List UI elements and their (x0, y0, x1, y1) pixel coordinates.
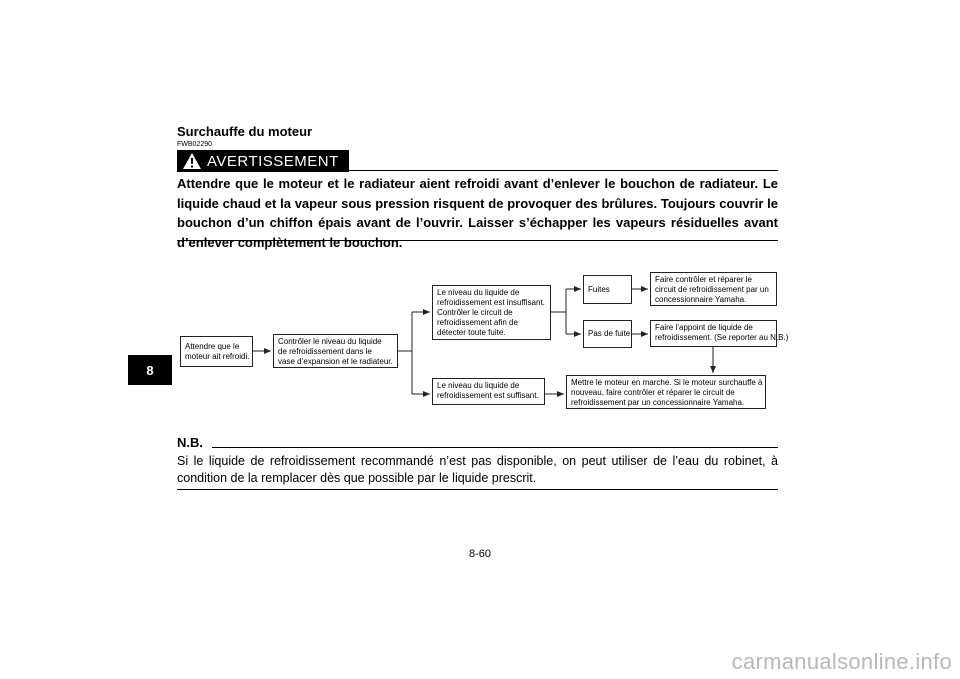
flow-box-no-leak: Pas de fuite (583, 320, 632, 348)
flow-box-leak: Fuites (583, 275, 632, 304)
warning-bottom-rule (177, 240, 778, 241)
flow-box-top-up: Faire l’appoint de liquide de refroidissement. (Se reporter au N.B.) (650, 320, 777, 347)
page-number: 8-60 (468, 548, 492, 560)
note-top-rule (212, 447, 778, 448)
flow-box-check-level: Contrôler le niveau du liquide de refroidissement dans le vase d’expansion et le radiateur. (273, 334, 398, 368)
flow-box-level-low: Le niveau du liquide de refroidissement est insuffisant. Contrôler le circuit de refroidissement afin de détecter toute fuite. (432, 285, 551, 340)
flow-box-repair: Faire contrôler et réparer le circuit de refroidissement par un concessionnaire Yamaha. (650, 272, 777, 306)
section-title: Surchauffe du moteur (177, 124, 313, 139)
note-bottom-rule (177, 489, 778, 490)
flow-box-level-ok: Le niveau du liquide de refroidissement est suffisant. (432, 378, 545, 405)
note-text: Si le liquide de refroidissement recommandé n’est pas disponible, on peut utiliser de l’eau du robinet, à condition de la remplacer dès que possible par le liquide prescrit. (177, 454, 778, 485)
warning-top-rule (177, 170, 778, 171)
note-title: N.B. (177, 435, 203, 450)
warning-label: AVERTISSEMENT (207, 152, 339, 170)
chapter-tab: 8 (128, 355, 172, 385)
warning-banner (177, 150, 349, 172)
flow-box-wait: Attendre que le moteur ait refroidi. (180, 336, 253, 367)
warning-text: Attendre que le moteur et le radiateur aient refroidi avant d’enlever le bouchon de radiateur. Le liquide chaud et la vapeur sous pression risquent de provoquer des brûlures. Toujours couvrir le bouchon d’un chiffon épais avant de l’ouvrir. Laisser s’échapper les vapeurs résiduelles avant d’enlever complètement le bouchon. (177, 176, 778, 250)
watermark[interactable]: carmanualsonline.info (731, 649, 952, 674)
warning-triangle-icon (182, 152, 202, 170)
flow-box-restart: Mettre le moteur en marche. Si le moteur surchauffe à nouveau, faire contrôler et réparer le circuit de refroidissement par un concessionnaire Yamaha. (566, 375, 766, 409)
document-code: FWB02290 (177, 141, 213, 148)
